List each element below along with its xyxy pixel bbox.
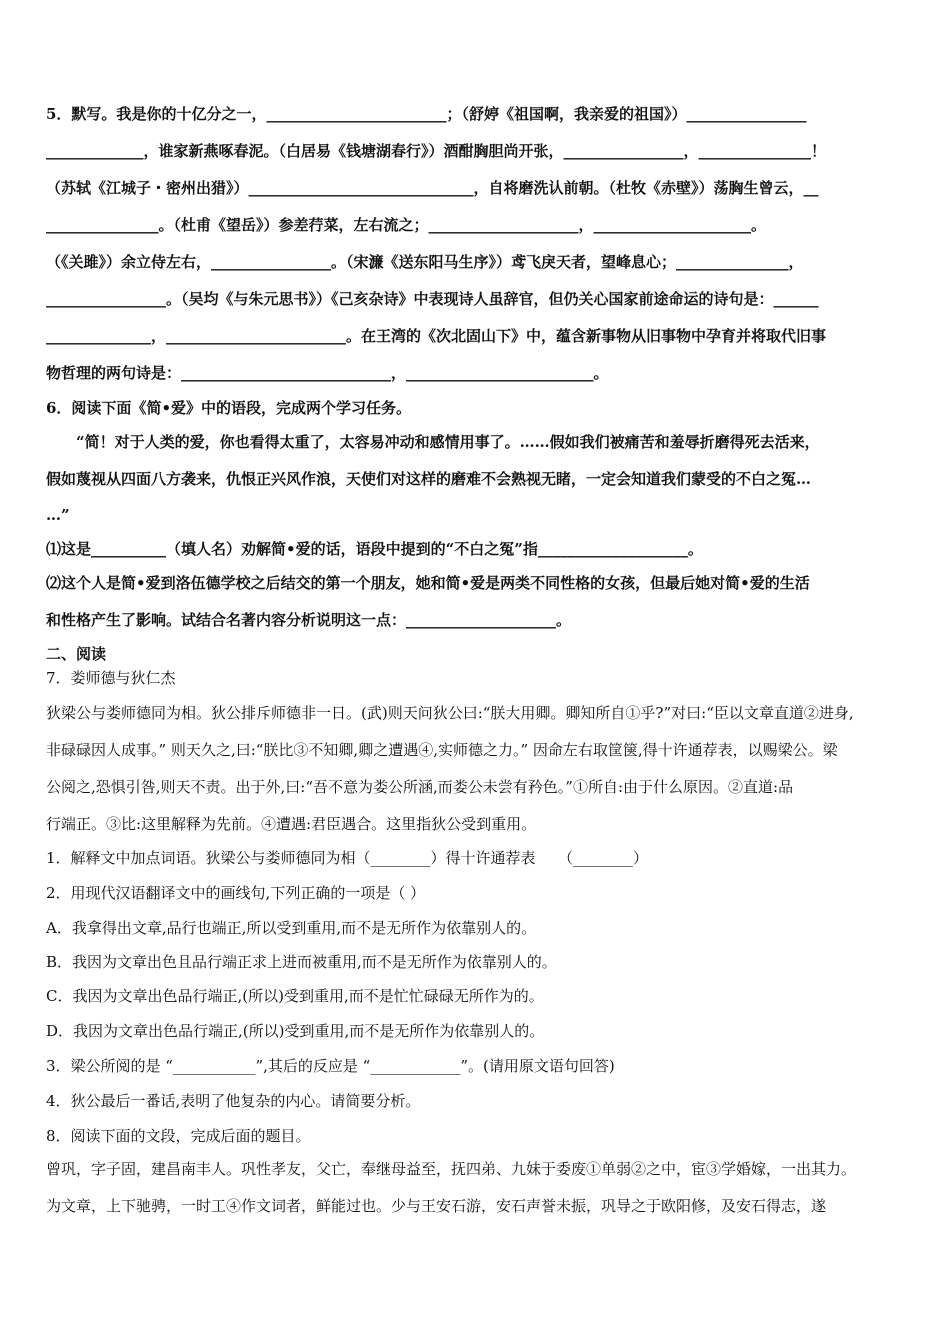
q5-line-7: ______________，________________________。在王湾的《次北固山下》中，蕴含新事物从旧事物中孕育并将取代旧事 xyxy=(46,327,827,345)
q5-line-8: 物哲理的两句诗是：____________________________，_________________________。 xyxy=(46,364,609,382)
q7-sub-4: 4．狄公最后一番话,表明了他复杂的内心。请简要分析。 xyxy=(46,1092,421,1110)
q7-sub-2: 2．用现代汉语翻译文中的画线句,下列正确的一项是（ ） xyxy=(46,884,426,902)
q5-line-2: _____________，谁家新燕啄春泥。（白居易《钱塘湖春行》）酒酣胸胆尚开张，________________，_______________！ xyxy=(46,142,827,160)
q5-line-4: _______________。（杜甫《望岳》）参差荇菜，左右流之；____________________，_____________________。 xyxy=(46,216,767,234)
q6-heading: 6．阅读下面《简•爱》中的语段，完成两个学习任务。 xyxy=(46,399,412,417)
q7-option-d: D．我因为文章出色品行端正,(所以)受到重用,而不是无所作为依靠别人的。 xyxy=(46,1022,545,1040)
q5-line-5: （《关雎》）余立侍左右，________________。（宋濂《送东阳马生序》）鸢飞戾天者，望峰息心；_______________， xyxy=(46,253,804,271)
q8-heading: 8．阅读下面的文段，完成后面的题目。 xyxy=(46,1127,311,1145)
q7-sub-3: 3．梁公所阅的是 “___________”,其后的反应是 “____________”。(请用原文语句回答) xyxy=(46,1057,615,1075)
q6-task-1: ⑴这是__________（填人名）劝解简•爱的话，语段中提到的“不白之冤”指____________________。 xyxy=(46,540,703,558)
q6-passage-line-3: …” xyxy=(46,506,70,524)
q6-task-2-line-1: ⑵这个人是简•爱到洛伍德学校之后结交的第一个朋友，她和简•爱是两类不同性格的女孩，但最后她对简•爱的生活 xyxy=(46,574,810,592)
q7-passage-line-4: 行端正。③比:这里解释为先前。④遭遇:君臣遇合。这里指狄公受到重用。 xyxy=(46,815,537,833)
q5-line-3: （苏轼《江城子・密州出猎》）______________________________，自将磨洗认前朝。（杜牧《赤壁》）荡胸生曾云，__ xyxy=(46,179,819,197)
q7-passage-line-3: 公阅之,恐惧引咎,则天不责。出于外,曰:“吾不意为娄公所涵,而娄公未尝有矜色。”①所自:由于什么原因。②直道:品 xyxy=(46,778,794,796)
q7-option-c: C．我因为文章出色品行端正,(所以)受到重用,而不是忙忙碌碌无所作为的。 xyxy=(46,987,544,1005)
q6-passage-line-2: 假如蔑视从四面八方袭来，仇恨正兴风作浪，天使们对这样的磨难不会熟视无睹，一定会知道我们蒙受的不白之冤… xyxy=(46,470,812,488)
q8-passage-line-2: 为文章，上下驰骋，一时工④作文词者，鲜能过也。少与王安石游，安石声誉未振，巩导之于欧阳修，及安石得志，遂 xyxy=(46,1197,827,1215)
q6-task-2-line-2: 和性格产生了影响。试结合名著内容分析说明这一点：____________________。 xyxy=(46,611,572,629)
q7-passage-line-1: 狄梁公与娄师德同为相。狄公排斥师德非一日。(武)则天问狄公曰:“朕大用卿。卿知所自①乎?”对曰:“臣以文章直道②进身, xyxy=(46,704,854,722)
q7-title: 7．娄师德与狄仁杰 xyxy=(46,669,176,687)
q8-passage-line-1: 曾巩，字子固，建昌南丰人。巩性孝友，父亡，奉继母益至，抚四弟、九妹于委废①单弱②之中，宦③学婚嫁，一出其力。 xyxy=(46,1160,857,1178)
section-title: 二、阅读 xyxy=(46,645,107,663)
q6-passage-line-1: “简！对于人类的爱，你也看得太重了，太容易冲动和感情用事了。……假如我们被痛苦和羞辱折磨得死去活来， xyxy=(76,433,820,451)
q7-sub-1: 1．解释文中加点词语。狄梁公与娄师德同为相（________）得十许通荐表 （________） xyxy=(46,849,649,867)
q7-passage-line-2: 非碌碌因人成事。” 则天久之,曰:“朕比③不知卿,卿之遭遇④,实师德之力。” 因命左右取筐箧,得十许通荐表，以赐梁公。梁 xyxy=(46,741,838,759)
q5-line-1: 5．默写。我是你的十亿分之一，________________________；（舒婷《祖国啊，我亲爱的祖国》）________________ xyxy=(46,105,807,123)
q7-option-b: B．我因为文章出色且品行端正求上进而被重用,而不是无所作为依靠别人的。 xyxy=(46,953,557,971)
q7-option-a: A．我拿得出文章,品行也端正,所以受到重用,而不是无所作为依靠别人的。 xyxy=(46,919,537,937)
q5-line-6: ________________。（吴均《与朱元思书》）《己亥杂诗》中表现诗人虽辞官，但仍关心国家前途命运的诗句是：______ xyxy=(46,290,819,308)
